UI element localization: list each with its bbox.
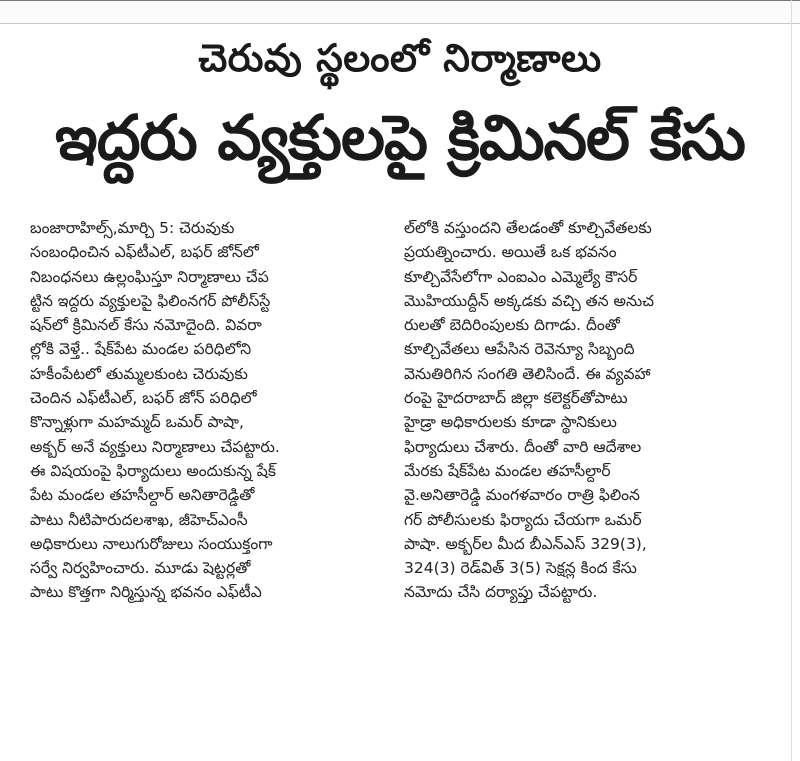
article-line: ప్రయత్నించారు. అయితే ఒక భవనం [404,243,617,262]
article-line: అధికారులు నాలుగురోజులు సంయుక్తంగా [30,534,273,553]
article-line: కొన్నాళ్లుగా మహమ్మద్ ఒమర్ పాషా, [30,413,244,432]
article-line: సర్వే నిర్వహించారు. మూడు షెట్టర్లతో [30,559,251,578]
article-column-left [30,216,402,605]
article-line: ల్లోకి వెళ్తే.. షేక్‌పేట మండల పరిధిలోని [30,340,252,359]
article-line: నిబంధనలు ఉల్లంఘిస్తూ నిర్మాణాలు చేప [30,267,269,286]
article-line: చెందిన ఎఫ్‌టీఎల్, బఫర్ జోన్ పరిధిలో [30,389,257,408]
article-line: ఫిర్యాదులు చేశారు. దీంతో వారి ఆదేశాల [404,437,642,456]
article-line: రంపై హైదరాబాద్ జిల్లా కలెక్టర్‌తోపాటు [404,389,628,408]
article-line: వై.అనితారెడ్డి మంగళవారం రాత్రి ఫిలింన [404,486,640,505]
headline-main: ఇద్దరు వ్యక్తులపై క్రిమినల్ కేసు [55,101,745,174]
article-line: షన్‌లో క్రిమినల్ కేసు నమోదైంది. వివరా [30,316,262,335]
article-line: బంజారాహిల్స్,మార్చి 5: చెరువుకు [30,219,235,237]
article-line: రులతో బెదిరింపులకు దిగాడు. దీంతో [404,316,620,335]
article-line: పాషా. అక్బర్‌ల మీద బీఎన్ఎస్ 329(3), [404,534,647,553]
article-line: మొహియుద్దీన్ అక్కడకు వచ్చి తన అనుచ [404,291,654,310]
article-line: 324(3) రెడ్‌విత్ 3(5) సెక్షన్ల కింద కేసు [404,559,637,578]
article-line: మేరకు షేక్‌పేట మండల తహసీల్దార్ [404,461,611,480]
article-line: కూల్చివేతలు ఆపేసిన రెవెన్యూ సిబ్బంది [404,340,635,359]
article-line: పాటు కొత్తగా నిర్మిస్తున్న భవనం ఎఫ్‌టీఎ [30,583,262,602]
article-line: హైడ్రా అధికారులకు కూడా స్థానికులు [404,413,617,432]
article-line: నమోదు చేసి దర్యాప్తు చేపట్టారు. [404,583,598,602]
headline-kicker: చెరువు స్థలంలో నిర్మాణాలు [198,36,602,80]
top-border [0,0,800,24]
article-line: ట్టిన ఇద్దరు వ్యక్తులపై ఫిలింనగర్ పోలీస్‌స్టే [30,291,271,310]
article-line: హకీంపేటలో తుమ్మలకుంట చెరువుకు [30,364,248,383]
article-line: అక్బర్ అనే వ్యక్తులు నిర్మాణాలు చేపట్టారు. [30,437,280,456]
article-line: పాటు నీటిపారుదలశాఖ, జీహెచ్ఎంసీ [30,510,248,529]
article-line: పేట మండల తహసీల్దార్ అనితారెడ్డితో [30,486,255,505]
article-line: గర్ పోలీసులకు ఫిర్యాదు చేయగా ఒమర్ [404,510,642,529]
article-line: కూల్చివేసేలోగా ఎంఐఎం ఎమ్మెల్యే కౌసర్ [404,267,638,286]
article-line: ల్‌లోకి వస్తుందని తేలడంతో కూల్చివేతలకు [404,219,652,237]
article-line: ఈ విషయంపై ఫిర్యాదులు అందుకున్న షేక్ [30,461,276,480]
article-line: వెనుతిరిగిన సంగతి తెలిసిందే. ఈ వ్యవహా [404,364,651,383]
article-column-right [404,216,764,605]
article-line: సంబంధించిన ఎఫ్‌టీఎల్, బఫర్ జోన్‌లో [30,243,259,262]
